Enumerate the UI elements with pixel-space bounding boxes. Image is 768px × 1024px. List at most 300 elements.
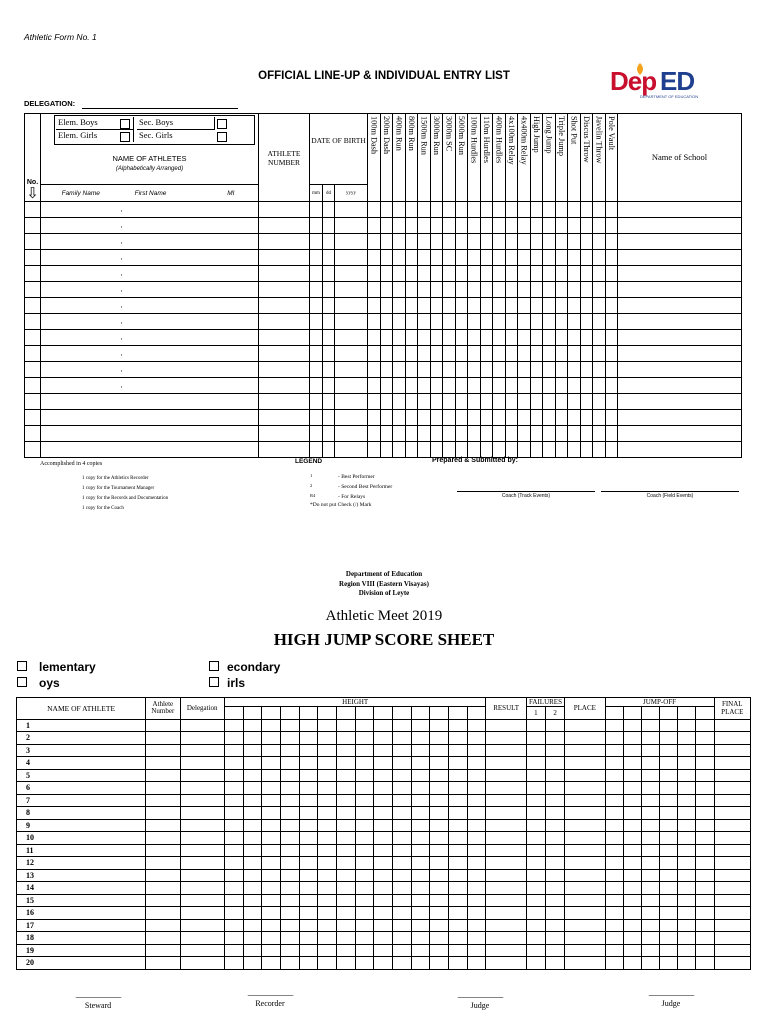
entry-cell[interactable] [393,218,406,234]
score-cell[interactable] [243,919,262,932]
entry-cell[interactable] [493,394,506,410]
score-cell[interactable] [243,832,262,845]
entry-cell[interactable] [605,234,618,250]
entry-cell[interactable] [555,218,568,234]
entry-cell[interactable] [41,394,121,410]
score-cell[interactable] [430,807,449,820]
entry-cell[interactable] [181,410,237,426]
entry-cell[interactable] [368,250,381,266]
score-cell[interactable] [280,832,299,845]
entry-cell[interactable] [443,250,456,266]
score-cell[interactable] [714,944,750,957]
entry-cell[interactable] [310,330,323,346]
height-cell[interactable] [299,707,318,720]
entry-cell[interactable] [393,234,406,250]
score-cell[interactable] [678,882,696,895]
score-cell[interactable] [430,819,449,832]
entry-cell[interactable] [323,426,335,442]
score-cell[interactable] [336,719,355,732]
score-cell[interactable] [696,957,714,970]
entry-cell[interactable] [25,266,41,282]
score-cell[interactable] [714,857,750,870]
score-cell[interactable] [696,744,714,757]
entry-cell[interactable] [530,394,543,410]
score-cell[interactable] [526,907,545,920]
score-cell[interactable] [180,744,224,757]
entry-cell[interactable] [480,442,493,458]
entry-cell[interactable] [310,234,323,250]
entry-cell[interactable] [493,250,506,266]
score-cell[interactable] [336,882,355,895]
entry-cell[interactable] [605,410,618,426]
entry-cell[interactable] [368,394,381,410]
entry-cell[interactable] [41,330,121,346]
score-cell[interactable] [355,719,374,732]
score-cell[interactable] [392,857,411,870]
score-cell[interactable] [374,732,393,745]
entry-cell[interactable] [580,330,593,346]
score-cell[interactable] [678,819,696,832]
score-cell[interactable] [355,769,374,782]
score-cell[interactable] [678,957,696,970]
entry-cell[interactable] [543,362,556,378]
height-cell[interactable] [448,707,467,720]
entry-cell[interactable] [443,378,456,394]
entry-cell[interactable] [493,266,506,282]
score-cell[interactable] [262,807,281,820]
entry-cell[interactable] [237,282,259,298]
score-cell[interactable] [714,844,750,857]
entry-cell[interactable] [480,266,493,282]
entry-cell[interactable] [518,250,531,266]
score-cell[interactable] [280,819,299,832]
score-cell[interactable] [714,869,750,882]
score-cell[interactable] [696,819,714,832]
athlete-name-cell[interactable]: 13 [17,869,146,882]
score-cell[interactable] [262,857,281,870]
entry-cell[interactable] [468,378,481,394]
score-cell[interactable] [696,882,714,895]
entry-cell[interactable] [41,442,121,458]
entry-cell[interactable] [181,234,237,250]
score-cell[interactable] [280,782,299,795]
entry-cell[interactable] [430,362,443,378]
score-cell[interactable] [318,957,337,970]
score-cell[interactable] [486,769,526,782]
height-cell[interactable] [374,707,393,720]
entry-cell[interactable] [25,218,41,234]
athlete-name-cell[interactable]: 19 [17,944,146,957]
score-cell[interactable] [448,794,467,807]
score-cell[interactable] [336,744,355,757]
score-cell[interactable] [392,907,411,920]
score-cell[interactable] [262,757,281,770]
entry-cell[interactable] [323,266,335,282]
entry-cell[interactable] [430,330,443,346]
entry-cell[interactable] [480,250,493,266]
score-cell[interactable] [467,919,486,932]
entry-cell[interactable] [480,330,493,346]
score-cell[interactable] [714,894,750,907]
score-cell[interactable] [180,769,224,782]
height-cell[interactable] [336,707,355,720]
score-cell[interactable] [262,769,281,782]
entry-cell[interactable] [41,362,121,378]
score-cell[interactable] [374,869,393,882]
entry-cell[interactable] [323,218,335,234]
entry-cell[interactable] [530,362,543,378]
entry-cell[interactable] [530,314,543,330]
entry-cell[interactable] [393,394,406,410]
entry-cell[interactable] [505,410,518,426]
entry-cell[interactable] [518,378,531,394]
entry-cell[interactable] [310,202,323,218]
entry-cell[interactable] [259,426,310,442]
score-cell[interactable] [526,882,545,895]
entry-cell[interactable] [405,410,418,426]
entry-cell[interactable] [505,266,518,282]
score-cell[interactable] [467,769,486,782]
athlete-name-cell[interactable]: 7 [17,794,146,807]
entry-cell[interactable] [121,250,181,266]
score-cell[interactable] [526,844,545,857]
entry-cell[interactable] [393,410,406,426]
score-cell[interactable] [280,719,299,732]
entry-cell[interactable] [121,362,181,378]
score-cell[interactable] [430,782,449,795]
entry-cell[interactable] [468,282,481,298]
score-cell[interactable] [146,782,180,795]
entry-cell[interactable] [593,234,606,250]
entry-cell[interactable] [121,234,181,250]
score-cell[interactable] [243,894,262,907]
entry-cell[interactable] [181,298,237,314]
score-cell[interactable] [565,957,605,970]
score-cell[interactable] [243,957,262,970]
score-cell[interactable] [243,807,262,820]
entry-cell[interactable] [335,218,368,234]
entry-cell[interactable] [310,410,323,426]
entry-cell[interactable] [368,282,381,298]
score-cell[interactable] [467,932,486,945]
score-cell[interactable] [355,932,374,945]
score-cell[interactable] [355,882,374,895]
score-cell[interactable] [355,794,374,807]
score-cell[interactable] [641,907,659,920]
entry-cell[interactable] [41,282,121,298]
entry-cell[interactable] [368,378,381,394]
entry-cell[interactable] [543,234,556,250]
entry-cell[interactable] [530,442,543,458]
entry-cell[interactable] [555,282,568,298]
score-cell[interactable] [696,857,714,870]
score-cell[interactable] [299,869,318,882]
score-cell[interactable] [448,957,467,970]
entry-cell[interactable] [121,378,181,394]
entry-cell[interactable] [405,442,418,458]
entry-cell[interactable] [25,346,41,362]
entry-cell[interactable] [310,250,323,266]
entry-cell[interactable] [455,234,468,250]
score-cell[interactable] [430,719,449,732]
score-cell[interactable] [299,957,318,970]
entry-cell[interactable] [605,346,618,362]
entry-cell[interactable] [480,410,493,426]
score-cell[interactable] [605,882,623,895]
entry-cell[interactable] [430,378,443,394]
entry-cell[interactable] [568,314,581,330]
entry-cell[interactable] [543,394,556,410]
entry-cell[interactable] [121,410,181,426]
score-cell[interactable] [146,769,180,782]
score-cell[interactable] [243,819,262,832]
entry-cell[interactable] [543,266,556,282]
score-cell[interactable] [392,932,411,945]
entry-cell[interactable] [455,202,468,218]
entry-cell[interactable] [555,266,568,282]
entry-cell[interactable] [418,282,431,298]
score-cell[interactable] [641,819,659,832]
entry-cell[interactable] [259,346,310,362]
score-cell[interactable] [641,857,659,870]
score-cell[interactable] [605,719,623,732]
entry-cell[interactable] [121,314,181,330]
entry-cell[interactable] [505,394,518,410]
score-cell[interactable] [448,769,467,782]
score-cell[interactable] [318,732,337,745]
score-cell[interactable] [641,844,659,857]
score-cell[interactable] [411,719,430,732]
score-cell[interactable] [467,944,486,957]
score-cell[interactable] [180,832,224,845]
score-cell[interactable] [546,844,565,857]
entry-cell[interactable] [418,202,431,218]
score-cell[interactable] [336,894,355,907]
entry-cell[interactable] [580,250,593,266]
score-cell[interactable] [623,807,641,820]
entry-cell[interactable] [468,426,481,442]
entry-cell[interactable] [41,314,121,330]
score-cell[interactable] [546,932,565,945]
score-cell[interactable] [336,832,355,845]
athlete-name-cell[interactable]: 5 [17,769,146,782]
entry-cell[interactable] [480,298,493,314]
score-cell[interactable] [486,819,526,832]
score-cell[interactable] [660,894,678,907]
entry-cell[interactable] [530,378,543,394]
entry-cell[interactable] [259,330,310,346]
score-cell[interactable] [678,944,696,957]
entry-cell[interactable] [380,394,393,410]
entry-cell[interactable] [181,442,237,458]
elem-boys-checkbox[interactable] [120,119,130,129]
entry-cell[interactable] [41,426,121,442]
entry-cell[interactable] [237,362,259,378]
score-cell[interactable] [318,757,337,770]
score-cell[interactable] [318,807,337,820]
entry-cell[interactable] [121,330,181,346]
score-cell[interactable] [243,782,262,795]
entry-cell[interactable] [41,218,121,234]
entry-cell[interactable] [335,394,368,410]
score-cell[interactable] [299,882,318,895]
score-cell[interactable] [565,882,605,895]
score-cell[interactable] [623,732,641,745]
score-cell[interactable] [714,919,750,932]
score-cell[interactable] [411,882,430,895]
entry-cell[interactable] [310,282,323,298]
score-cell[interactable] [660,944,678,957]
score-cell[interactable] [374,957,393,970]
entry-cell[interactable] [430,394,443,410]
boys-checkbox[interactable] [17,677,27,687]
score-cell[interactable] [392,807,411,820]
score-cell[interactable] [448,819,467,832]
score-cell[interactable] [678,744,696,757]
score-cell[interactable] [392,819,411,832]
score-cell[interactable] [714,882,750,895]
entry-cell[interactable] [430,218,443,234]
score-cell[interactable] [392,719,411,732]
entry-cell[interactable] [121,394,181,410]
entry-cell[interactable] [405,218,418,234]
entry-cell[interactable] [121,346,181,362]
entry-cell[interactable] [237,346,259,362]
entry-cell[interactable] [543,330,556,346]
entry-cell[interactable] [480,426,493,442]
entry-cell[interactable] [418,218,431,234]
score-cell[interactable] [526,794,545,807]
score-cell[interactable] [318,794,337,807]
score-cell[interactable] [280,744,299,757]
score-cell[interactable] [392,769,411,782]
score-cell[interactable] [546,857,565,870]
entry-cell[interactable] [430,410,443,426]
score-cell[interactable] [641,932,659,945]
score-cell[interactable] [623,907,641,920]
score-cell[interactable] [299,894,318,907]
score-cell[interactable] [467,844,486,857]
score-cell[interactable] [546,719,565,732]
entry-cell[interactable] [323,362,335,378]
score-cell[interactable] [224,944,243,957]
score-cell[interactable] [605,857,623,870]
entry-cell[interactable] [418,410,431,426]
entry-cell[interactable] [237,410,259,426]
athlete-name-cell[interactable]: 18 [17,932,146,945]
entry-cell[interactable] [405,426,418,442]
entry-cell[interactable] [380,266,393,282]
entry-cell[interactable] [335,282,368,298]
entry-cell[interactable] [310,426,323,442]
entry-cell[interactable] [543,314,556,330]
score-cell[interactable] [714,744,750,757]
score-cell[interactable] [392,794,411,807]
entry-cell[interactable] [405,266,418,282]
entry-cell[interactable] [618,298,742,314]
entry-cell[interactable] [181,266,237,282]
entry-cell[interactable] [335,442,368,458]
score-cell[interactable] [623,782,641,795]
entry-cell[interactable] [605,314,618,330]
score-cell[interactable] [146,932,180,945]
entry-cell[interactable] [181,202,237,218]
entry-cell[interactable] [605,362,618,378]
score-cell[interactable] [336,732,355,745]
score-cell[interactable] [641,719,659,732]
entry-cell[interactable] [25,298,41,314]
entry-cell[interactable] [237,394,259,410]
score-cell[interactable] [623,857,641,870]
score-cell[interactable] [374,719,393,732]
score-cell[interactable] [299,832,318,845]
jumpoff-cell[interactable] [641,707,659,720]
entry-cell[interactable] [418,298,431,314]
entry-cell[interactable] [121,426,181,442]
score-cell[interactable] [280,857,299,870]
entry-cell[interactable] [568,330,581,346]
entry-cell[interactable] [593,282,606,298]
score-cell[interactable] [299,807,318,820]
entry-cell[interactable] [468,330,481,346]
entry-cell[interactable] [368,234,381,250]
score-cell[interactable] [392,844,411,857]
entry-cell[interactable] [455,314,468,330]
entry-cell[interactable] [505,202,518,218]
entry-cell[interactable] [505,330,518,346]
score-cell[interactable] [243,869,262,882]
score-cell[interactable] [486,782,526,795]
score-cell[interactable] [180,907,224,920]
entry-cell[interactable] [25,394,41,410]
score-cell[interactable] [448,807,467,820]
entry-cell[interactable] [568,394,581,410]
score-cell[interactable] [280,769,299,782]
entry-cell[interactable] [605,218,618,234]
score-cell[interactable] [448,894,467,907]
entry-cell[interactable] [593,442,606,458]
score-cell[interactable] [374,944,393,957]
height-cell[interactable] [411,707,430,720]
entry-cell[interactable] [593,298,606,314]
score-cell[interactable] [411,819,430,832]
score-cell[interactable] [623,769,641,782]
score-cell[interactable] [641,782,659,795]
entry-cell[interactable] [430,314,443,330]
score-cell[interactable] [526,769,545,782]
entry-cell[interactable] [368,410,381,426]
score-cell[interactable] [467,732,486,745]
entry-cell[interactable] [430,298,443,314]
athlete-name-cell[interactable]: 2 [17,732,146,745]
athlete-name-cell[interactable]: 8 [17,807,146,820]
score-cell[interactable] [678,769,696,782]
entry-cell[interactable] [323,202,335,218]
score-cell[interactable] [605,732,623,745]
score-cell[interactable] [467,857,486,870]
score-cell[interactable] [641,769,659,782]
score-cell[interactable] [565,944,605,957]
entry-cell[interactable] [443,410,456,426]
score-cell[interactable] [146,957,180,970]
entry-cell[interactable] [543,442,556,458]
entry-cell[interactable] [443,394,456,410]
score-cell[interactable] [486,882,526,895]
entry-cell[interactable] [505,426,518,442]
entry-cell[interactable] [259,410,310,426]
score-cell[interactable] [641,807,659,820]
score-cell[interactable] [623,882,641,895]
